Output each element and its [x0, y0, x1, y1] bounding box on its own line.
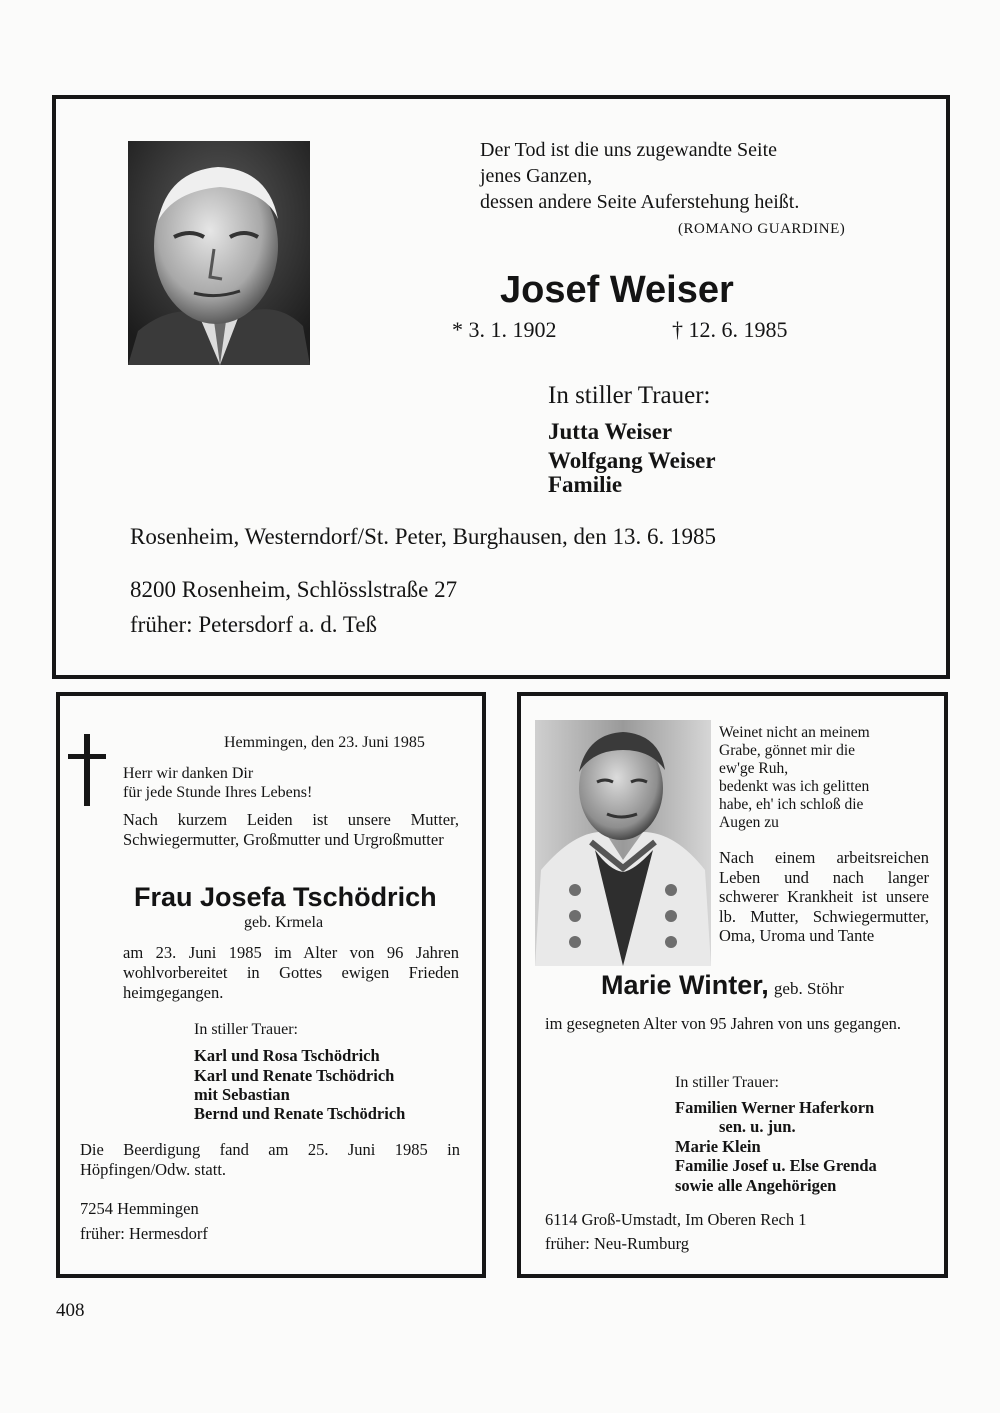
deceased-name: Marie Winter, [601, 970, 769, 1000]
former-residence: früher: Hermesdorf [80, 1224, 208, 1243]
mourning-label: In stiller Trauer: [194, 1021, 298, 1038]
former-residence: früher: Neu-Rumburg [545, 1234, 690, 1253]
former-residence: früher: Petersdorf a. d. Teß [130, 612, 378, 637]
deceased-name-line [601, 970, 844, 1001]
mourner-name: sen. u. jun. [719, 1117, 796, 1136]
deceased-name: Josef Weiser [500, 269, 734, 311]
mourner-name: Familie [548, 472, 623, 497]
place-and-date: Rosenheim, Westerndorf/St. Peter, Burghausen, den 13. 6. 1985 [130, 524, 716, 549]
cross-icon [64, 734, 114, 806]
passing-text: am 23. Juni 1985 im Alter von 96 Jahren wohlvorbereitet in Gottes ewigen Frieden heimgegangen. [123, 943, 459, 1002]
mourner-name: sowie alle Angehörigen [675, 1176, 837, 1195]
quote-line: Weinet nicht an meinem [719, 724, 870, 741]
quote-line: bedenkt was ich gelitten [719, 778, 870, 795]
intro-text: Nach kurzem Leiden ist unsere Mutter, Schwiegermutter, Großmutter und Urgroßmutter [123, 810, 459, 849]
quote-line: Der Tod ist die uns zugewandte Seite [480, 139, 778, 161]
mourner-name: Bernd und Renate Tschödrich [194, 1104, 406, 1123]
quote-author: (ROMANO GUARDINE) [678, 221, 846, 237]
address: 8200 Rosenheim, Schlösslstraße 27 [130, 577, 458, 602]
birth-name: geb. Krmela [244, 914, 324, 931]
birth-name: geb. Stöhr [773, 979, 844, 998]
mourning-label: In stiller Trauer: [675, 1074, 779, 1091]
obituary-josef-weiser [52, 95, 950, 679]
address: 7254 Hemmingen [80, 1199, 199, 1218]
address: 6114 Groß-Umstadt, Im Oberen Rech 1 [545, 1210, 807, 1229]
portrait-illustration [535, 720, 711, 966]
portrait-illustration [128, 141, 310, 365]
mourner-name: Wolfgang Weiser [548, 448, 716, 473]
quote-line: Augen zu [719, 814, 779, 831]
funeral-text: Die Beerdigung fand am 25. Juni 1985 in Höpfingen/Odw. statt. [80, 1140, 460, 1179]
quote-line: dessen andere Seite Auferstehung heißt. [480, 191, 800, 213]
obituary-josefa-tschoedrich [56, 692, 486, 1278]
mourner-name: Familien Werner Haferkorn [675, 1098, 875, 1117]
quote-line: ew'ge Ruh, [719, 760, 789, 777]
page-number: 408 [56, 1300, 85, 1321]
mourner-name: Jutta Weiser [548, 419, 673, 444]
portrait-photo-marie-winter [535, 720, 711, 966]
place-and-date: Hemmingen, den 23. Juni 1985 [224, 734, 425, 751]
mourner-name: Karl und Renate Tschödrich [194, 1066, 395, 1085]
prayer-line: Herr wir danken Dir [123, 765, 254, 782]
quote-line: habe, eh' ich schloß die [719, 796, 864, 813]
passing-text: im gesegneten Alter von 95 Jahren von uns gegangen. [545, 1014, 902, 1033]
prayer-line: für jede Stunde Ihres Lebens! [123, 784, 313, 801]
birth-date: * 3. 1. 1902 [452, 317, 557, 342]
mourner-name: Marie Klein [675, 1137, 761, 1156]
mourner-name: Karl und Rosa Tschödrich [194, 1046, 380, 1065]
deceased-name: Frau Josefa Tschödrich [134, 882, 437, 912]
portrait-photo-josef-weiser [128, 141, 310, 365]
quote-line: Grabe, gönnet mir die [719, 742, 856, 759]
mourning-label: In stiller Trauer: [548, 382, 711, 409]
quote-line: jenes Ganzen, [480, 165, 593, 187]
mourner-name: Familie Josef u. Else Grenda [675, 1156, 877, 1175]
intro-text: Nach einem arbeitsreichen Leben und nach langer schwerer Krankheit ist unsere lb. Mutter, Schwiegermutter, Oma, Uroma und Tante [719, 848, 929, 945]
death-date: † 12. 6. 1985 [672, 317, 788, 342]
mourner-name: mit Sebastian [194, 1085, 290, 1104]
obituary-marie-winter [517, 692, 948, 1278]
